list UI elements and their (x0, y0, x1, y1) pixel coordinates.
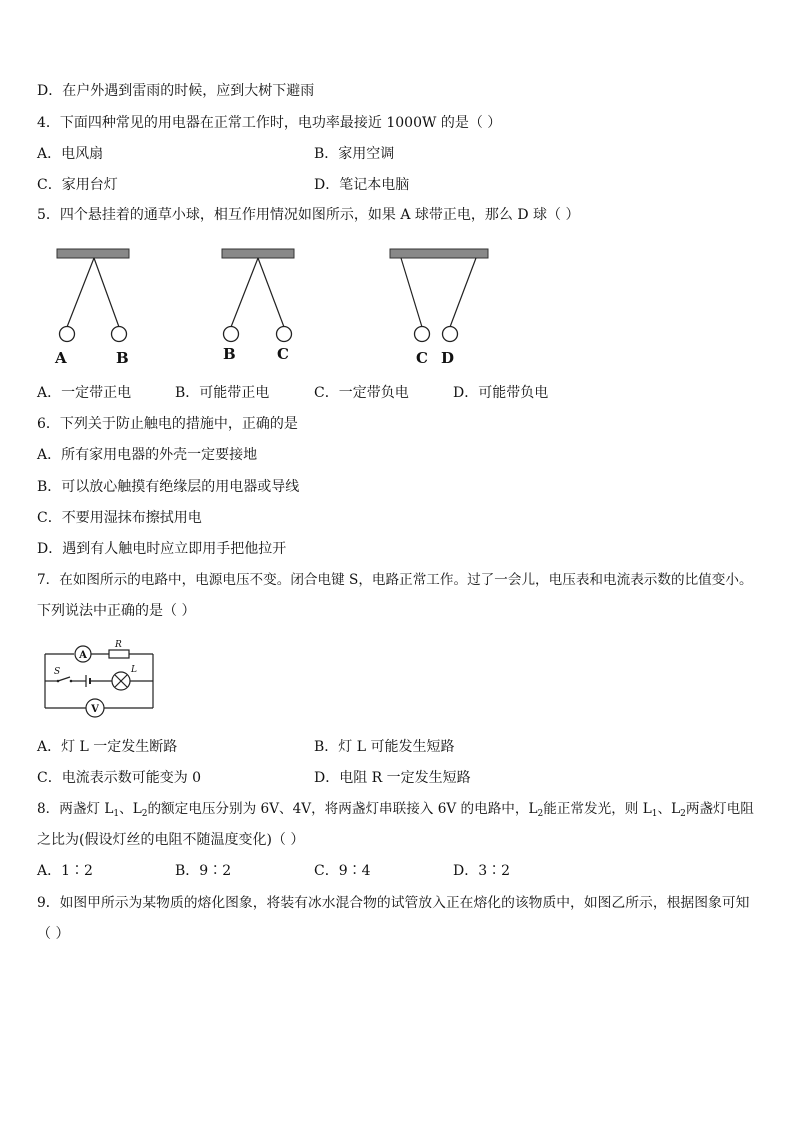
q8-stem-line2: 之比为(假设灯丝的电阻不随温度变化)（ ） (37, 832, 305, 848)
switch-label: S (54, 667, 61, 677)
q5-stem: 5．四个悬挂着的通草小球，相互作用情况如图所示，如果 A 球带正电，那么 D 球（ ） (37, 207, 580, 223)
q8-option-b: B．9∶2 (175, 863, 232, 879)
resistor-icon (109, 650, 129, 658)
q9-stem-line1: 9．如图甲所示为某物质的熔化图象，将装有冰水混合物的试管放入正在熔化的该物质中，如图乙所示，根据图象可知 (37, 895, 750, 911)
q4-stem: 4．下面四种常见的用电器在正常工作时，电功率最接近 1000W 的是（ ） (37, 115, 502, 131)
q5-option-a: A．一定带正电 (37, 385, 132, 401)
label-c: C (277, 345, 289, 363)
q8-text-a: 8．两盏灯 L (37, 801, 114, 817)
q8-sub-4: 1 (651, 809, 658, 819)
q8-text-f: 两盏灯电阻 (685, 801, 754, 817)
resistor-label: R (115, 640, 122, 650)
q4-option-d: D．笔记本电脑 (314, 177, 410, 193)
q5-option-c: C．一定带负电 (314, 385, 409, 401)
q8-option-c: C．9∶4 (314, 863, 371, 879)
q8-text-c: 的额定电压分别为 6V、4V，将两盏灯串联接入 6V 的电路中，L (147, 801, 538, 817)
label-b: B (116, 349, 129, 367)
q8-option-a: A．1∶2 (37, 863, 93, 879)
q8-sub-1: 1 (113, 809, 120, 819)
voltmeter-label: V (91, 704, 99, 715)
q8-sub-5: 2 (680, 809, 686, 819)
q8-sub-3: 2 (537, 809, 544, 819)
ammeter-label: A (79, 650, 87, 661)
q8-text-d: 能正常发光，则 L (543, 801, 652, 817)
switch-icon (58, 677, 70, 681)
q6-stem: 6．下列关于防止触电的措施中，正确的是 (37, 416, 298, 432)
q8-sub-2: 2 (141, 809, 148, 819)
q5-option-b: B．可能带正电 (175, 385, 270, 401)
q9-stem-line2: （ ） (37, 926, 70, 942)
q6-option-a: A．所有家用电器的外壳一定要接地 (37, 447, 258, 463)
q4-option-c: C．家用台灯 (37, 177, 118, 193)
q8-stem-line1 (37, 800, 754, 823)
q7-option-c: C．电流表示数可能变为 0 (37, 770, 202, 786)
q8-text-b: 、L (119, 801, 142, 817)
q7-option-b: B．灯 L 可能发生短路 (314, 739, 455, 755)
label-a: A (55, 349, 67, 367)
label-b2: B (223, 345, 236, 363)
q6-option-d: D．遇到有人触电时应立即用手把他拉开 (37, 541, 287, 557)
q7-stem-line1: 7．在如图所示的电路中，电源电压不变。闭合电键 S，电路正常工作。过了一会儿，电压表和电流表示数的比值变小。 (37, 572, 753, 588)
q5-option-d: D．可能带负电 (453, 385, 549, 401)
q8-option-d: D．3∶2 (453, 863, 511, 879)
q6-option-b: B．可以放心触摸有绝缘层的用电器或导线 (37, 479, 300, 495)
q3-option-d: D．在户外遇到雷雨的时候，应到大树下避雨 (37, 83, 315, 99)
label-c2: C (416, 349, 428, 367)
q8-text-e: 、L (657, 801, 681, 817)
q7-stem-line2: 下列说法中正确的是（ ） (37, 603, 196, 619)
q7-option-a: A．灯 L 一定发生断路 (37, 739, 178, 755)
q4-option-a: A．电风扇 (37, 146, 104, 162)
label-d: D (441, 349, 455, 367)
lamp-label: L (131, 665, 137, 675)
q7-option-d: D．电阻 R 一定发生短路 (314, 770, 471, 786)
q6-option-c: C．不要用湿抹布擦拭用电 (37, 510, 202, 526)
q4-option-b: B．家用空调 (314, 146, 395, 162)
